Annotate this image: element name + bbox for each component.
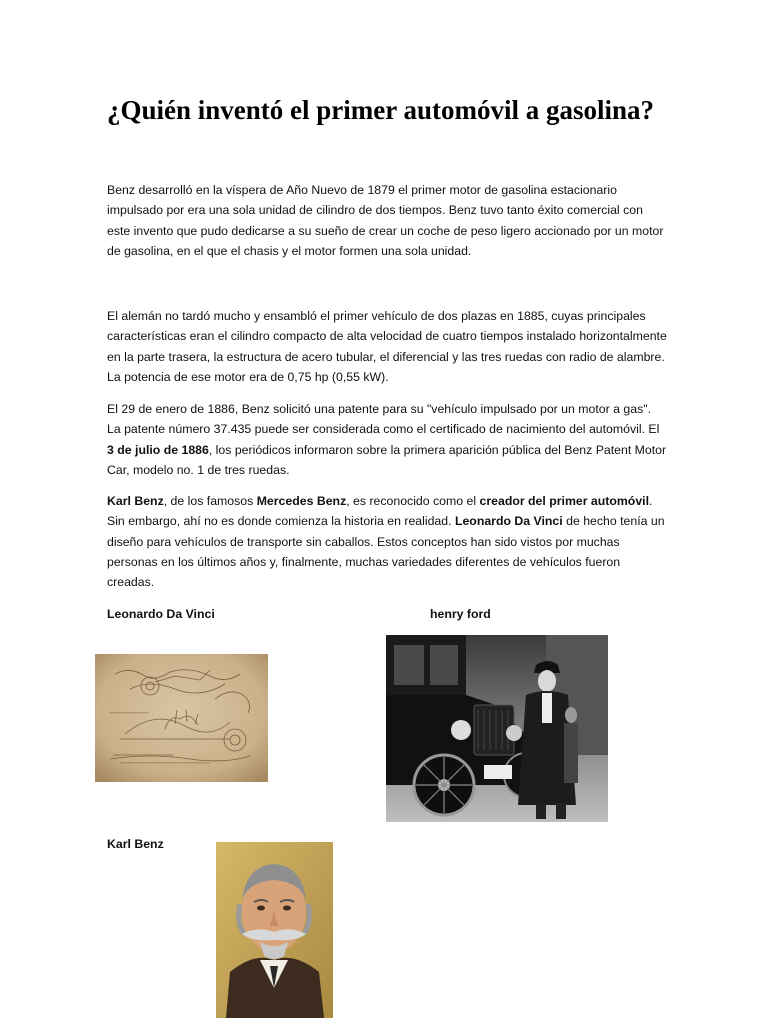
paragraph-patent-text-2: , los periódicos informaron sobre la primera aparición pública del Benz Patent Motor Car, modelo no. 1 de tres ruedas.: [107, 442, 667, 477]
paragraph-history-text-4: de hecho tenía un diseño para vehículos de transporte sin caballos. Estos conceptos han sido vistos por muchas personas en los últimos años y, finalmente, muchas variedades diferentes de vehículos fueron creadas.: [107, 514, 665, 590]
henry-ford-photo: [386, 635, 608, 822]
paragraph-patent: [107, 399, 667, 480]
paragraph-history-text-1: , de los famosos: [163, 494, 257, 508]
bold-mercedes-benz: Mercedes Benz: [256, 494, 347, 508]
paragraph-benz-engine: Benz desarrolló en la víspera de Año Nuevo de 1879 el primer motor de gasolina estacionario impulsado por era una sola unidad de cilindro de dos tiempos. Benz tuvo tanto éxito comercial con este invento que pudo dedicarse a su sueño de crear un coche de peso ligero accionado por un motor de gasolina, en el que el chasis y el motor formen una sola unidad.: [107, 183, 664, 258]
paragraph-history-text-2: , es reconocido como el: [346, 494, 480, 508]
karl-benz-portrait: [216, 842, 333, 1018]
paragraph-history: [107, 491, 667, 592]
caption-henry-ford: henry ford: [430, 607, 491, 621]
paragraph-first-vehicle: El alemán no tardó mucho y ensambló el primer vehículo de dos plazas en 1885, cuyas principales características eran el cilindro compacto de alta velocidad de cuatro tiempos instalado horizontalmente en la parte trasera, la estructura de acero tubular, el diferencial y las tres ruedas con radio de alambre. La potencia de ese motor era de 0,75 hp (0,55 kW).: [107, 309, 667, 384]
bold-karl-benz: Karl Benz: [107, 494, 164, 508]
page-title: ¿Quién inventó el primer automóvil a gasolina?: [107, 95, 655, 125]
paragraph-patent-date: 3 de julio de 1886: [107, 442, 209, 457]
bold-da-vinci: Leonardo Da Vinci: [454, 514, 563, 529]
da-vinci-sketch-image: [95, 654, 268, 782]
bold-creator: creador del primer automóvil: [479, 494, 649, 508]
paragraph-patent-text-1: El 29 de enero de 1886, Benz solicitó una patente para su "vehículo impulsado por un motor a gas". La patente número 37.435 puede ser considerada como el certificado de nacimiento del automóvil. El: [107, 402, 660, 437]
paragraph-history-text-3: . Sin embargo, ahí no es donde comienza la historia en realidad.: [107, 494, 653, 529]
caption-karl-benz: Karl Benz: [107, 837, 164, 851]
caption-da-vinci: Leonardo Da Vinci: [107, 607, 215, 621]
